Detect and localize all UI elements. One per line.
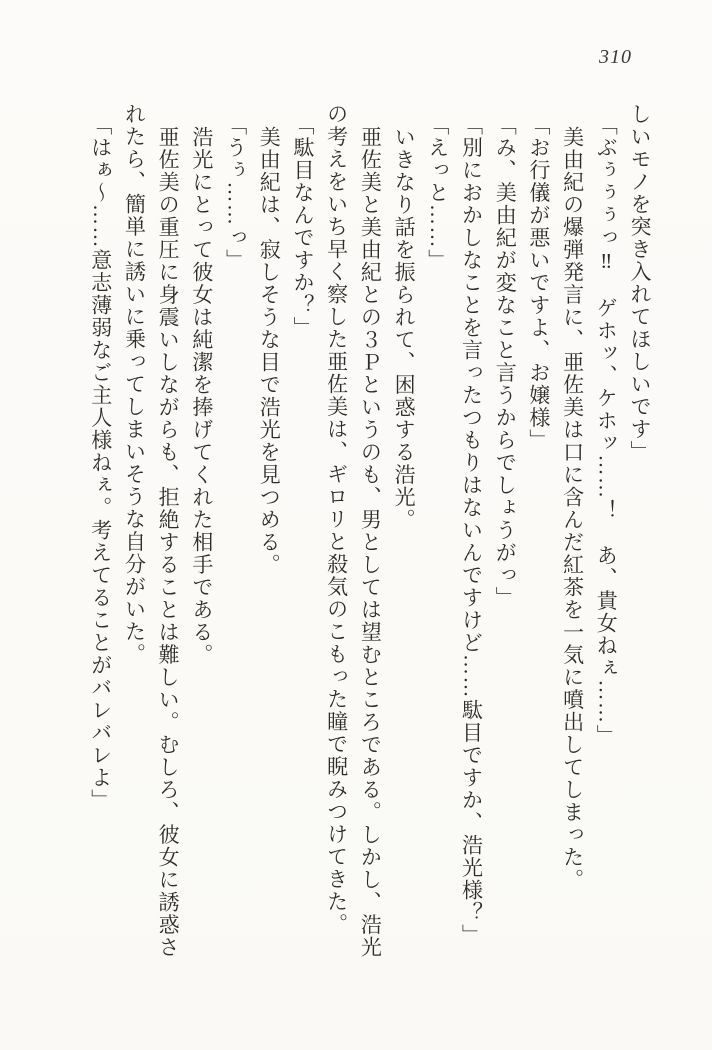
text-line: 「はぁ～……意志薄弱なご主人様ねぇ。考えてることがバレバレよ」 [88,114,113,812]
text-line: 亜佐美の重圧に身震いしながらも、拒絶することは難しい。むしろ、彼女に誘惑さ [156,126,181,959]
text-line: 美由紀の爆弾発言に、亜佐美は口に含んだ紅茶を一気に噴出してしまった。 [560,126,585,891]
text-line: 「お行儀が悪いですよ、お嬢様」 [526,114,551,452]
text-line: 「うぅ……っ」 [223,114,248,272]
text-line: の考えをいち早く察した亜佐美は、ギロリと殺気のこもった瞳で睨みつけてきた。 [324,103,349,936]
text-line: いきなり話を振られて、困惑する浩光。 [392,126,417,531]
page-text [83,103,656,977]
text-line: 「ぶぅぅぅっ‼ ゲホッ、ケホッ……！ あ、貴女ねぇ……」 [594,114,619,747]
text-line: 「駄目なんですか？」 [290,114,315,339]
text-line: 美由紀は、寂しそうな目で浩光を見つめる。 [257,126,282,576]
text-line: しいモノを突き入れてほしいです」 [628,103,652,463]
text-line: 浩光にとって彼女は純潔を捧げてくれた相手である。 [189,126,214,666]
text-line: 「えっと……」 [425,114,450,272]
text-line: 亜佐美と美由紀との３Ｐというのも、男としては望むところである。しかし、浩光 [358,126,383,959]
text-line: れたら、簡単に誘いに乗ってしまいそうな自分がいた。 [122,103,147,666]
text-line: 「別におかしなことを言ったつもりはないんですけど……駄目ですか、浩光様？」 [459,114,484,947]
text-line: 「み、美由紀が変なこと言うからでしょうがっ」 [493,114,518,609]
page-number: 310 [599,46,632,68]
